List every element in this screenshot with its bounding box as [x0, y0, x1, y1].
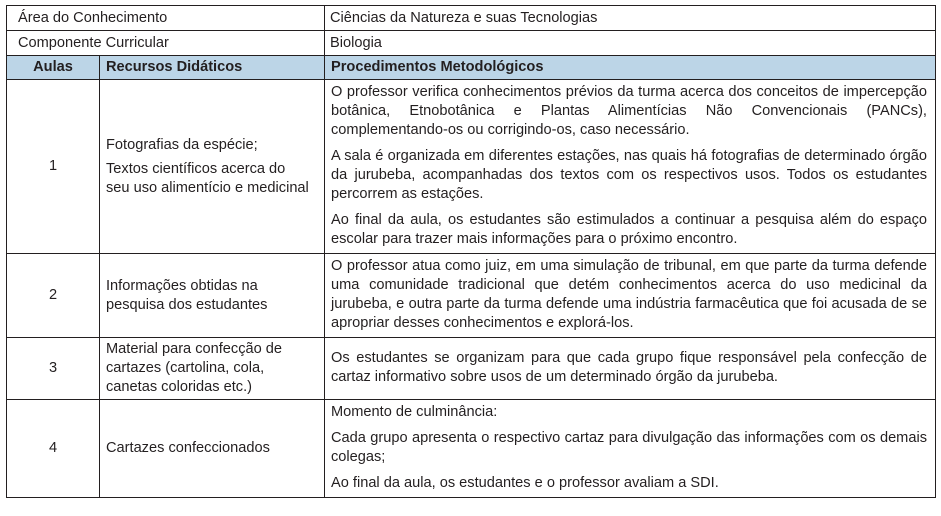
procedimentos-cell [325, 80, 936, 254]
table-row [7, 400, 936, 498]
recursos-cell [100, 400, 325, 498]
recurso-item: Informações obtidas na pesquisa dos estudantes [106, 277, 268, 313]
procedimentos-cell [325, 254, 936, 338]
componente-label: Componente Curricular [7, 31, 325, 56]
procedimento-item: Os estudantes se organizam para que cada grupo fique responsável pela confecção de cartaz informativo sobre usos de um determinado órgão da jurubeba. [331, 350, 927, 385]
recurso-item: Material para confecção de cartazes (cartolina, cola, canetas coloridas etc.) [106, 341, 283, 395]
procedimentos-cell [325, 338, 936, 400]
recursos-cell [100, 254, 325, 338]
header-procedimentos: Procedimentos Metodológicos [325, 56, 936, 80]
procedimento-item: Ao final da aula, os estudantes são estimulados a continuar a pesquisa além do espaço escolar para trazer mais informações para o próximo encontro. [331, 212, 927, 247]
recursos-cell [100, 80, 325, 254]
area-label: Área do Conhecimento [7, 6, 325, 31]
aula-number: 2 [7, 254, 100, 338]
procedimento-item: Momento de culminância: [331, 404, 498, 420]
table-row [7, 338, 936, 400]
componente-row [7, 31, 936, 56]
procedimentos-cell [325, 400, 936, 498]
header-aulas: Aulas [7, 56, 100, 80]
table-row [7, 254, 936, 338]
aula-number: 1 [7, 80, 100, 254]
componente-value: Biologia [325, 31, 936, 56]
area-row [7, 6, 936, 31]
procedimento-item: Ao final da aula, os estudantes e o professor avaliam a SDI. [331, 475, 719, 491]
aula-number: 4 [7, 400, 100, 498]
lesson-plan-table-wrapper [6, 5, 935, 498]
procedimento-item: A sala é organizada em diferentes estações, nas quais há fotografias de determinado órgão da jurubeba, acompanhadas dos textos com os respectivos usos. Todos os estudantes percorrem as estações. [331, 148, 927, 202]
lesson-plan-table [6, 5, 936, 498]
procedimento-item: O professor atua como juiz, em uma simulação de tribunal, em que parte da turma defende uma comunidade tradicional que detém conhecimentos acerca do uso medicinal da jurubeba, e outra parte da turma defende uma indústria farmacêutica que foi acusada de se apropriar desses conhecimentos e explorá-los. [331, 258, 927, 331]
recurso-item: Textos científicos acerca do seu uso alimentício e medicinal [106, 160, 309, 196]
table-header-row [7, 56, 936, 80]
area-value: Ciências da Natureza e suas Tecnologias [325, 6, 936, 31]
procedimento-item: Cada grupo apresenta o respectivo cartaz para divulgação das informações com os demais colegas; [331, 430, 927, 465]
recursos-cell [100, 338, 325, 400]
procedimento-item: O professor verifica conhecimentos prévios da turma acerca dos conceitos de impercepção botânica, Etnobotânica e Plantas Alimentícias Não Convencionais (PANCs), complementando-os ou corrigindo-os, caso necessário. [331, 84, 927, 138]
table-row [7, 80, 936, 254]
aula-number: 3 [7, 338, 100, 400]
recurso-item: Fotografias da espécie; [106, 136, 258, 153]
recurso-item: Cartazes confeccionados [106, 440, 270, 456]
header-recursos: Recursos Didáticos [100, 56, 325, 80]
